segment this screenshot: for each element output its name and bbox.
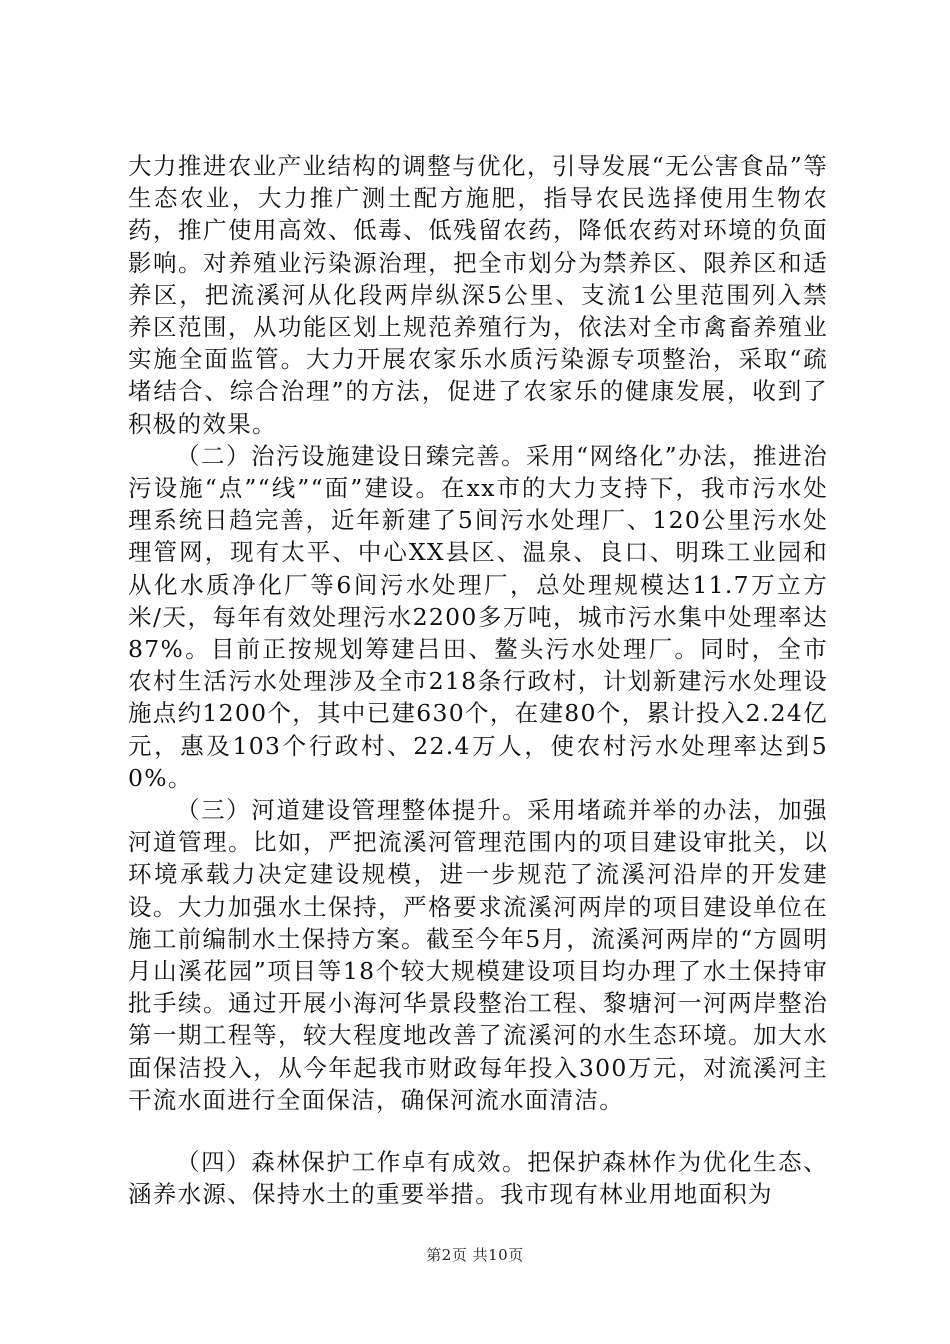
paragraph-sewage-facilities: （二）治污设施建设日臻完善。采用“网络化”办法，推进治污设施“点”“线”“面”建设。在xx市的大力支持下，我市污水处理系统日趋完善，近年新建了5间污水处理厂、120公里污水处理管网，现有太平、中心XX县区、温泉、良口、明珠工业园和从化水质净化厂等6间污水处理厂，总处理规模达11.7万立方米/天，每年有效处理污水2200多万吨，城市污水集中处理率达87%。目前正按规划筹建吕田、鳌头污水处理厂。同时，全市农村生活污水处理涉及全市218条行政村，计划新建污水处理设施点约1200个，其中已建630个，在建80个，累计投入2.24亿元，惠及103个行政村、22.4万人，使农村污水处理率达到50%。	[128, 441, 828, 792]
page-number-footer: 第2页 共10页	[426, 1246, 524, 1264]
paragraph-forest-protection: （四）森林保护工作卓有成效。把保护森林作为优化生态、涵养水源、保持水土的重要举措。我市现有林业用地面积为	[128, 1148, 828, 1209]
paragraph-agriculture-pollution: 大力推进农业产业结构的调整与优化，引导发展“无公害食品”等生态农业，大力推广测土配方施肥，指导农民选择使用生物农药，推广使用高效、低毒、低残留农药，降低农药对环境的负面影响。对养殖业污染源治理，把全市划分为禁养区、限养区和适养区，把流溪河从化段两岸纵深5公里、支流1公里范围列入禁养区范围，从功能区划上规范养殖行为，依法对全市禽畜养殖业实施全面监管。大力开展农家乐水质污染源专项整治，采取“疏堵结合、综合治理”的方法，促进了农家乐的健康发展，收到了积极的效果。	[128, 152, 828, 438]
document-body	[128, 150, 828, 1211]
paragraph-river-management: （三）河道建设管理整体提升。采用堵疏并举的办法，加强河道管理。比如，严把流溪河管理范围内的项目建设审批关，以环境承载力决定建设规模，进一步规范了流溪河沿岸的开发建设。大力加强水土保持，严格要求流溪河两岸的项目建设单位在施工前编制水土保持方案。截至今年5月，流溪河两岸的“方圆明月山溪花园”项目等18个较大规模建设项目均办理了水土保持审批手续。通过开展小海河华景段整治工程、黎塘河一河两岸整治第一期工程等，较大程度地改善了流溪河的水生态环境。加大水面保洁投入，从今年起我市财政每年投入300万元，对流溪河主干流水面进行全面保洁，确保河流水面清洁。	[128, 796, 828, 1114]
